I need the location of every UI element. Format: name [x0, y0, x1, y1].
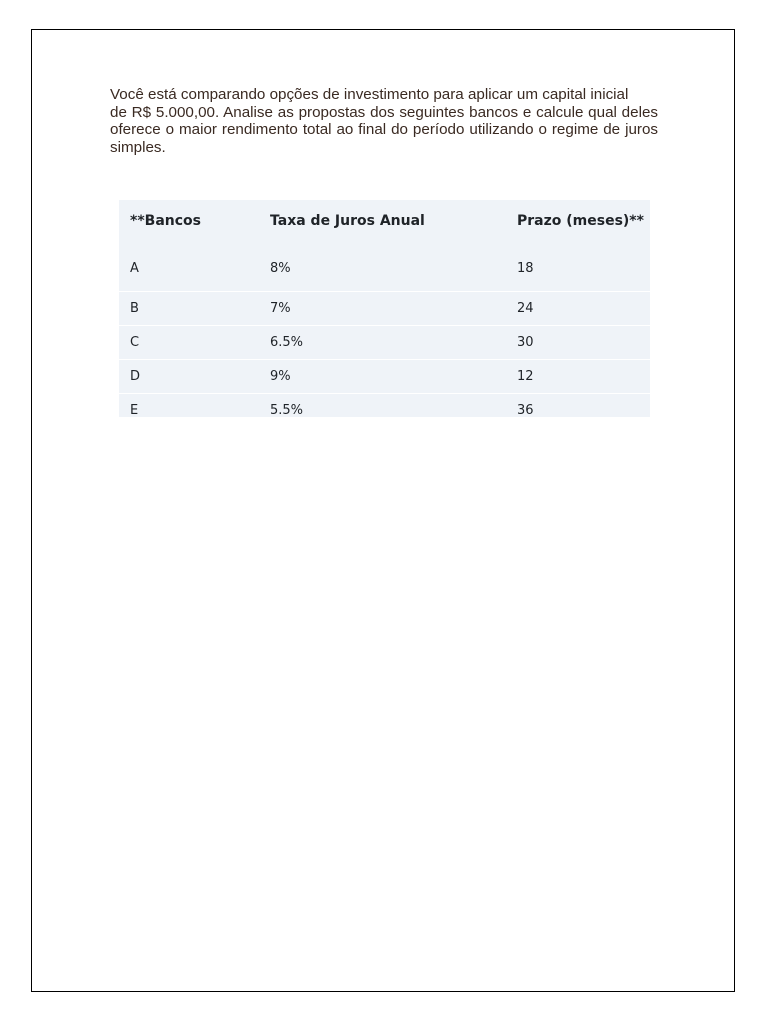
question-paragraph-2: de R$ 5.000,00. Analise as propostas dos seguintes bancos e calcule qual deles oferece o maior rendimento total ao final do período utilizando o regime de juros simples.	[110, 103, 658, 156]
table-row	[119, 242, 650, 292]
question-text	[110, 86, 658, 156]
cell-term: 36	[506, 394, 650, 428]
cell-bank: A	[130, 261, 139, 276]
cell-term: 30	[506, 326, 650, 360]
cell-bank: E	[119, 394, 259, 428]
cell-term: 12	[506, 360, 650, 394]
cell-bank: B	[119, 292, 259, 326]
cell-rate: 7%	[259, 292, 506, 326]
header-prazo: Prazo (meses)**	[517, 213, 644, 229]
cell-rate: 9%	[259, 360, 506, 394]
cell-term: 24	[506, 292, 650, 326]
table-header-row	[119, 200, 650, 242]
table-row	[119, 394, 650, 428]
cell-rate: 8%	[270, 261, 291, 276]
banks-table-container	[119, 200, 650, 417]
cell-rate: 6.5%	[259, 326, 506, 360]
cell-term: 18	[517, 261, 534, 276]
cell-bank: D	[119, 360, 259, 394]
question-paragraph-1: Você está comparando opções de investimento para aplicar um capital inicial	[110, 86, 629, 103]
table-row	[119, 326, 650, 360]
document-page	[31, 29, 735, 992]
banks-table	[119, 200, 650, 427]
header-bancos: **Bancos	[130, 213, 201, 229]
cell-rate: 5.5%	[259, 394, 506, 428]
cell-bank: C	[119, 326, 259, 360]
header-taxa: Taxa de Juros Anual	[270, 213, 425, 229]
table-row	[119, 292, 650, 326]
table-row	[119, 360, 650, 394]
